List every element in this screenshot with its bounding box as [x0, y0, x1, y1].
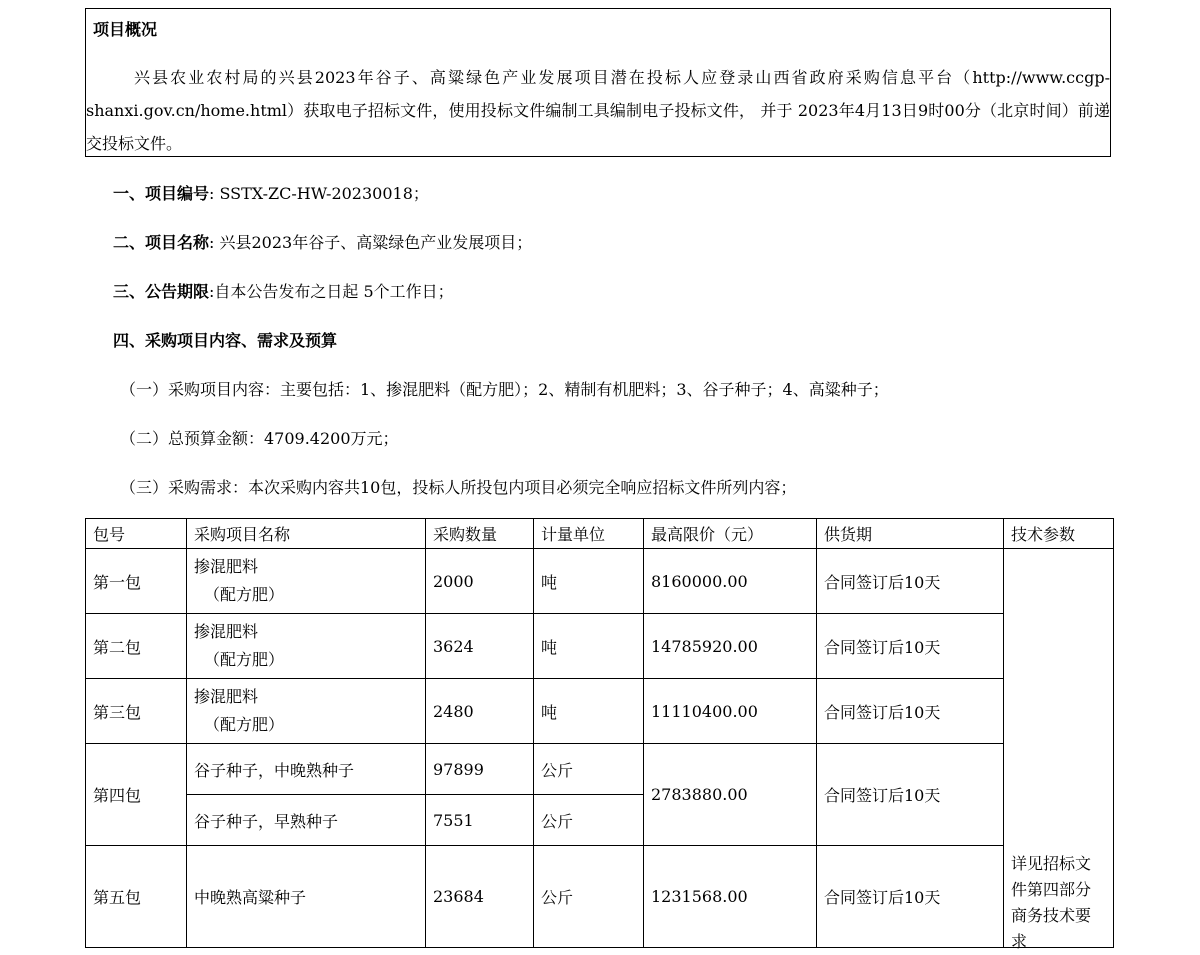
header-cell: 技术参数 [1004, 519, 1114, 549]
price-cell: 14785920.00 [644, 614, 817, 679]
header-cell: 计量单位 [534, 519, 644, 549]
overview-title: 项目概况 [93, 20, 158, 39]
table-row [86, 846, 1114, 948]
delivery-cell: 合同签订后10天 [817, 744, 1004, 846]
unit-cell: 公斤 [534, 744, 644, 795]
item-name-line: 掺混肥料 [194, 557, 259, 576]
item-name-line: （配方肥） [204, 585, 285, 604]
price-cell: 11110400.00 [644, 679, 817, 744]
unit-cell: 吨 [534, 549, 644, 614]
unit-cell: 公斤 [534, 846, 644, 948]
item-name-line: （配方肥） [204, 650, 285, 669]
header-cell: 采购项目名称 [187, 519, 426, 549]
package-cell: 第二包 [86, 614, 187, 679]
table-row [86, 614, 1114, 679]
project-name-line [113, 230, 532, 253]
table-row [86, 744, 1114, 795]
delivery-cell: 合同签订后10天 [817, 679, 1004, 744]
procurement-content-line: （一）采购项目内容：主要包括：1、掺混肥料（配方肥）；2、精制有机肥料；3、谷子种子；4、高粱种子； [120, 380, 889, 399]
notice-period-line [113, 279, 454, 302]
quantity-cell: 3624 [426, 614, 534, 679]
item-name-line: 掺混肥料 [194, 622, 259, 641]
header-cell: 供货期 [817, 519, 1004, 549]
procurement-table [85, 518, 1114, 951]
unit-cell: 吨 [534, 679, 644, 744]
notice-period-value: :自本公告发布之日起 5个工作日； [209, 282, 454, 301]
item-name-cell: 谷子种子，中晚熟种子 [187, 744, 426, 795]
package-cell: 第三包 [86, 679, 187, 744]
quantity-cell: 7551 [426, 795, 534, 846]
quantity-cell: 23684 [426, 846, 534, 948]
header-cell: 采购数量 [426, 519, 534, 549]
project-number-line [113, 181, 429, 204]
package-cell: 第五包 [86, 846, 187, 948]
project-name-value: : 兴县2023年谷子、高粱绿色产业发展项目； [209, 233, 533, 252]
section-four-title: 四、采购项目内容、需求及预算 [113, 331, 338, 350]
delivery-cell: 合同签订后10天 [817, 614, 1004, 679]
project-overview-box [85, 8, 1111, 157]
item-name-cell: 中晚熟高粱种子 [187, 846, 426, 948]
unit-cell: 公斤 [534, 795, 644, 846]
quantity-cell: 2480 [426, 679, 534, 744]
tech-params-note: 详见招标文件第四部分商务技术要求 [1011, 854, 1092, 951]
item-name-cell [187, 614, 426, 679]
project-number-label: 一、项目编号 [113, 184, 210, 203]
package-cell: 第一包 [86, 549, 187, 614]
header-cell: 包号 [86, 519, 187, 549]
table-header-row [86, 519, 1114, 549]
item-name-cell [187, 549, 426, 614]
header-cell: 最高限价（元） [644, 519, 817, 549]
package-cell: 第四包 [86, 744, 187, 846]
project-number-value: : SSTX-ZC-HW-20230018； [209, 184, 429, 203]
item-name-cell [187, 679, 426, 744]
quantity-cell: 2000 [426, 549, 534, 614]
table-row [86, 549, 1114, 614]
price-cell: 2783880.00 [644, 744, 817, 846]
unit-cell: 吨 [534, 614, 644, 679]
quantity-cell: 97899 [426, 744, 534, 795]
item-name-cell: 谷子种子，早熟种子 [187, 795, 426, 846]
delivery-cell: 合同签订后10天 [817, 846, 1004, 948]
tech-params-cell [1004, 549, 1114, 951]
procurement-requirement-line: （三）采购需求：本次采购内容共10包，投标人所投包内项目必须完全响应招标文件所列内容； [120, 478, 797, 497]
total-budget-line: （二）总预算金额：4709.4200万元； [120, 429, 399, 448]
overview-text: 兴县农业农村局的兴县2023年谷子、高粱绿色产业发展项目潜在投标人应登录山西省政府采购信息平台（http://www.ccgp-shanxi.gov.cn/home.html）获取电子招标文件，使用投标文件编制工具编制电子投标文件， 并于 2023年4月13日9时00分（北京时间）前递交投标文件。 [86, 68, 1110, 153]
table-row [86, 679, 1114, 744]
notice-period-label: 三、公告期限 [113, 282, 210, 301]
item-name-line: （配方肥） [204, 715, 285, 734]
price-cell: 8160000.00 [644, 549, 817, 614]
project-name-label: 二、项目名称 [113, 233, 210, 252]
item-name-line: 掺混肥料 [194, 687, 259, 706]
price-cell: 1231568.00 [644, 846, 817, 948]
delivery-cell: 合同签订后10天 [817, 549, 1004, 614]
